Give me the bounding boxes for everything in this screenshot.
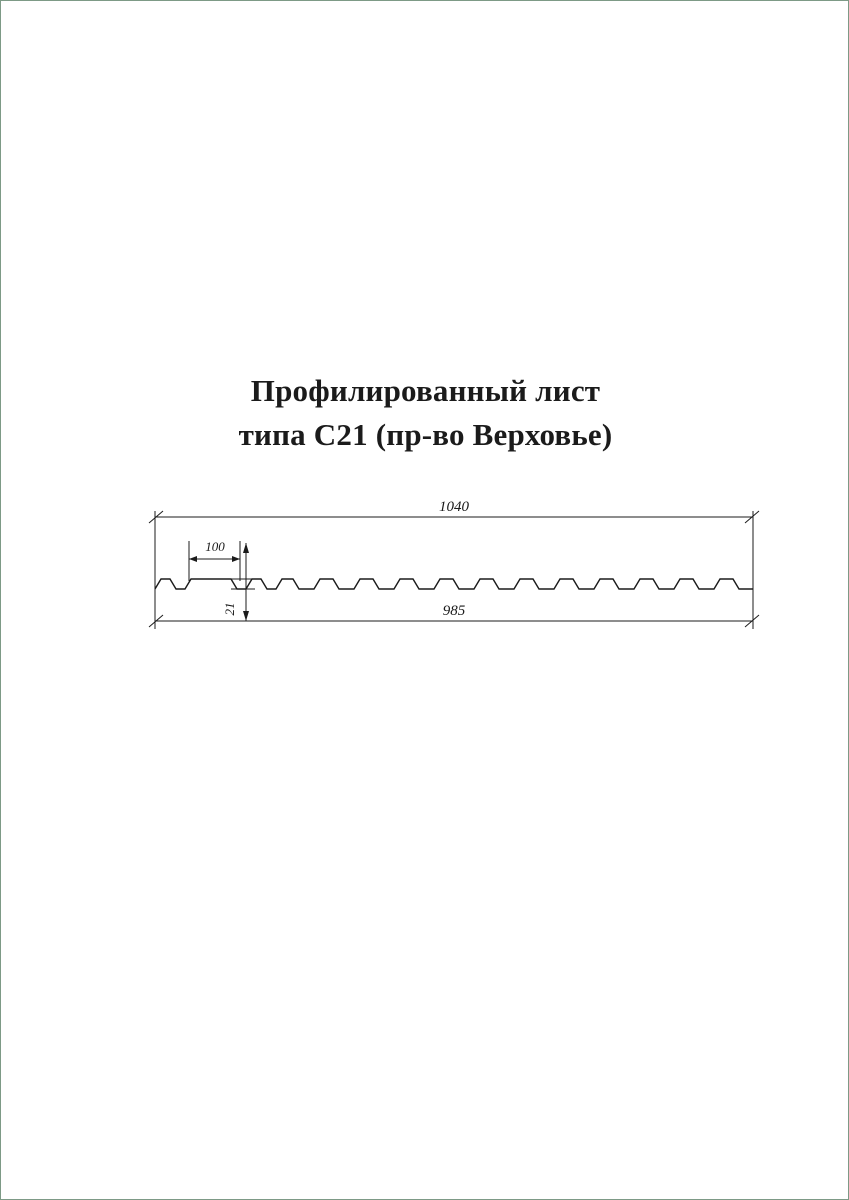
arrow-up (243, 543, 249, 553)
dimension-label-wave-pitch: 100 (205, 539, 225, 554)
page-title-line-1: Профилированный лист (250, 373, 601, 408)
corrugated-sheet-profile-drawing (121, 481, 781, 661)
page-title-line-2: типа С21 (пр-во Верховье) (238, 417, 613, 452)
dimension-label-total-width: 1040 (439, 499, 469, 515)
sheet-profile-polyline (155, 579, 753, 589)
dimension-label-profile-height: 21 (222, 602, 237, 616)
profile-path (155, 579, 753, 589)
arrow-left (189, 556, 197, 562)
dimension-label-useful-width: 985 (442, 603, 466, 619)
arrow-down (243, 611, 249, 621)
arrow-right (232, 556, 240, 562)
page-title (1, 369, 849, 457)
